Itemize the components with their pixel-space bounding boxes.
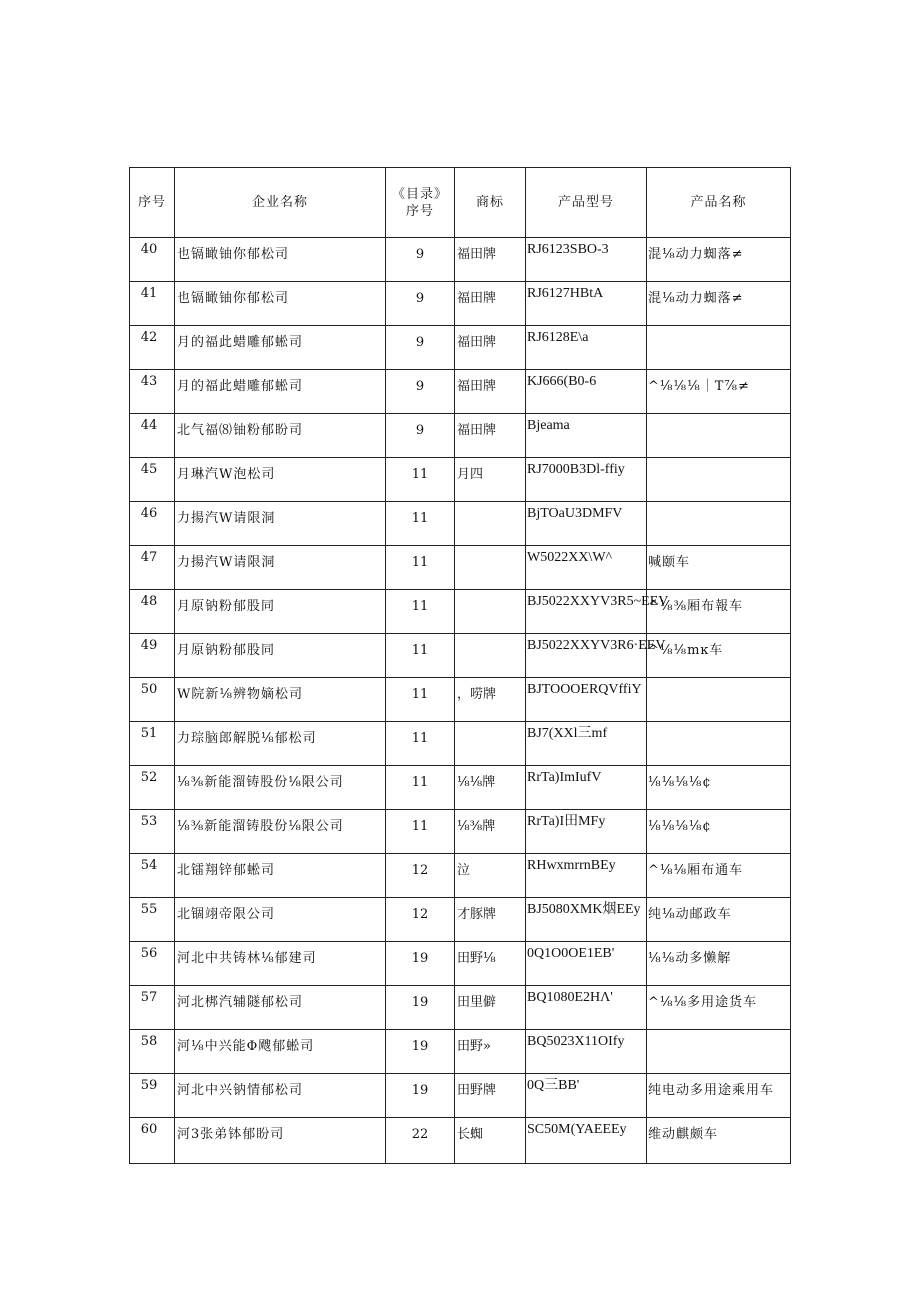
cell-company-text: 也镉瞰铀你郁松司 [177,247,290,262]
cell-catalog [386,986,455,1030]
cell-brand [455,722,526,766]
cell-name-text [647,458,790,466]
header-catalog-line2: 序号 [405,203,434,219]
cell-company [175,238,386,282]
cell-name-text: ^⅛⅛mĸ车 [648,643,724,658]
cell-company-text: 月的福此蜡雕郁蜙司 [177,379,304,394]
cell-catalog [386,502,455,546]
cell-no [130,326,175,370]
cell-catalog-text: 19 [411,995,429,1010]
cell-model-text: 0Q三BB' [527,1078,580,1093]
cell-name [647,238,791,282]
cell-no [130,1118,175,1164]
cell-brand-text [455,502,525,510]
cell-brand-text [455,546,525,554]
cell-model-text: RJ6128E\a [527,330,589,345]
cell-brand [455,986,526,1030]
table-row [130,986,791,1030]
cell-no-text: 46 [140,506,158,521]
cell-name-text: ^⅛⅛⅛｜T⅞≠ [648,379,750,394]
cell-company [175,326,386,370]
cell-name [647,502,791,546]
header-company: 企业名称 [175,168,386,238]
cell-catalog [386,458,455,502]
cell-brand-text: 田野» [457,1039,491,1054]
cell-model [526,634,666,678]
cell-no [130,238,175,282]
cell-catalog-text: 19 [411,1039,429,1054]
cell-name [647,766,791,810]
table-row [130,502,791,546]
cell-model [526,238,647,282]
cell-model-text: BJ5022XXYV3R5~EEV [527,594,669,609]
cell-company-text: 力琮脑郎解脱⅛郁松司 [177,731,317,746]
cell-name [647,722,791,766]
cell-catalog-text: 11 [411,643,429,658]
header-name: 产品名称 [647,168,791,238]
cell-model-text: BjTOaU3DMFV [527,506,623,521]
cell-company-text: 北锢翊帝限公司 [177,907,276,922]
cell-name-text [647,1030,790,1038]
cell-no [130,678,175,722]
cell-catalog-text: 9 [415,379,425,394]
cell-no-text: 57 [140,990,158,1005]
cell-no [130,942,175,986]
cell-no-text: 45 [140,462,158,477]
cell-brand [455,370,526,414]
cell-no [130,1074,175,1118]
table-row [130,370,791,414]
table-row [130,414,791,458]
cell-brand [455,766,526,810]
table-row [130,1030,791,1074]
cell-catalog-text: 11 [411,819,429,834]
vehicle-catalog-table [129,167,791,1164]
cell-name-text: ^⅛⅛多用途货车 [648,995,758,1010]
table-row [130,282,791,326]
cell-company-text: 月的福此蜡雕郁蜙司 [177,335,304,350]
cell-company [175,766,386,810]
cell-model [526,502,647,546]
cell-brand-text: 泣 [457,863,471,878]
cell-model-text: BJ5080XMK烟EEy [527,902,641,917]
cell-brand [455,854,526,898]
cell-brand-text: 田里僻 [457,995,497,1010]
header-no: 序号 [130,168,175,238]
table-row [130,1074,791,1118]
cell-catalog-text: 11 [411,775,429,790]
header-catalog-line1: 《目录》 [391,186,448,202]
cell-brand-text: 月四 [457,467,484,482]
table-row [130,634,791,678]
cell-name [647,898,791,942]
cell-brand-text [455,722,525,730]
cell-no [130,722,175,766]
cell-company [175,458,386,502]
table-row [130,854,791,898]
cell-no [130,634,175,678]
cell-no-text: 59 [140,1078,158,1093]
cell-name [647,458,791,502]
cell-name-text: ⅛⅛动多懒解 [648,951,732,966]
cell-brand-text [455,590,525,598]
cell-model [526,942,647,986]
table-row [130,590,791,634]
cell-company [175,414,386,458]
cell-model-text: Bjeama [527,418,570,433]
cell-brand [455,898,526,942]
cell-brand [455,1074,526,1118]
cell-brand [455,634,526,678]
cell-model-text: RJ6127HBtA [527,286,604,301]
cell-no-text: 42 [140,330,158,345]
cell-company-text: ⅛⅜新能溜铸股份⅛限公司 [177,819,344,834]
cell-no-text: 60 [140,1122,158,1137]
cell-catalog [386,942,455,986]
cell-company-text: 也镉瞰铀你郁松司 [177,291,290,306]
cell-no-text: 44 [140,418,158,433]
header-brand: 商标 [455,168,526,238]
cell-brand [455,502,526,546]
cell-catalog-text: 9 [415,335,425,350]
cell-brand-text: 福田牌 [457,247,497,262]
cell-company-text: 河3张弟钵郁盼司 [177,1127,285,1142]
cell-company [175,722,386,766]
cell-no [130,414,175,458]
cell-name-text: 混⅛动力蜘落≠ [648,291,744,306]
cell-model [526,326,647,370]
table-row [130,458,791,502]
cell-company [175,502,386,546]
cell-model [526,854,647,898]
cell-brand-text: 才豚牌 [457,907,497,922]
cell-no [130,502,175,546]
cell-name [647,1074,791,1118]
cell-model [526,1074,647,1118]
cell-model-text: RrTa)I田MFy [527,814,606,829]
cell-catalog [386,326,455,370]
cell-no [130,766,175,810]
cell-company-text: 河⅛中兴能Φ飕郁蜙司 [177,1039,315,1054]
cell-name-text [647,678,790,686]
cell-company-text: W院新⅛辨物嫡松司 [177,687,303,702]
cell-catalog-text: 22 [411,1127,429,1142]
cell-model [526,898,647,942]
cell-no-text: 49 [140,638,158,653]
cell-no-text: 47 [140,550,158,565]
cell-name [647,678,791,722]
cell-model-text: BJTOOOERQVffiY [527,682,642,697]
table-row [130,722,791,766]
cell-name [647,942,791,986]
cell-no [130,590,175,634]
cell-catalog-text: 11 [411,687,429,702]
cell-catalog-text: 11 [411,731,429,746]
cell-company-text: 北气福⑻铀粉郁盼司 [177,423,304,438]
cell-brand [455,942,526,986]
cell-model-text: RJ6123SBO-3 [527,242,609,257]
cell-no [130,854,175,898]
cell-catalog-text: 9 [415,423,425,438]
cell-brand [455,326,526,370]
cell-model-text: RrTa)ImIufV [527,770,602,785]
cell-name-text: 纯电动多用途乘用车 [648,1083,775,1098]
cell-catalog [386,810,455,854]
cell-no [130,282,175,326]
cell-company [175,1074,386,1118]
cell-name [647,326,791,370]
cell-name-text [647,722,790,730]
cell-name [647,282,791,326]
cell-no-text: 50 [140,682,158,697]
cell-catalog [386,282,455,326]
cell-brand-text: 长蜘 [457,1127,484,1142]
table-body [130,238,791,1164]
cell-no [130,1030,175,1074]
cell-model-text: RHwxmrrnBEy [527,858,616,873]
cell-company [175,370,386,414]
cell-catalog-text: 12 [411,907,429,922]
cell-brand [455,590,526,634]
cell-company-text: ⅛⅜新能溜铸股份⅛限公司 [177,775,344,790]
cell-model-text: RJ7000B3Dl-ffiy [527,462,625,477]
table-row [130,326,791,370]
cell-no [130,810,175,854]
header-model: 产品型号 [526,168,647,238]
cell-no [130,986,175,1030]
cell-company [175,942,386,986]
cell-model-text: BQ1080E2HΛ' [527,990,613,1005]
cell-name-text: ⅛⅛⅛⅛¢ [648,775,712,790]
cell-no-text: 48 [140,594,158,609]
cell-catalog-text: 19 [411,951,429,966]
cell-brand [455,678,526,722]
table-row [130,766,791,810]
cell-no-text: 43 [140,374,158,389]
cell-name-text [647,326,790,334]
cell-name-text: ^⅛⅜厢布報车 [648,599,744,614]
cell-name [647,414,791,458]
cell-brand-text: 福田牌 [457,335,497,350]
cell-brand-text: 福田牌 [457,379,497,394]
cell-name [647,986,791,1030]
cell-no-text: 58 [140,1034,158,1049]
cell-name-text: 纯⅛动邮政车 [648,907,732,922]
cell-name-text: ⅛⅛⅛⅛¢ [648,819,712,834]
cell-brand [455,1030,526,1074]
cell-company [175,1118,386,1164]
cell-name-text [647,414,790,422]
cell-model [526,282,647,326]
cell-name [647,370,791,414]
cell-catalog [386,238,455,282]
table-header [130,168,791,238]
cell-brand [455,238,526,282]
cell-name [647,590,791,634]
cell-brand-text: 田野牌 [457,1083,497,1098]
cell-company [175,546,386,590]
cell-brand [455,810,526,854]
cell-no-text: 51 [140,726,158,741]
table-row [130,942,791,986]
cell-no-text: 54 [140,858,158,873]
cell-catalog-text: 19 [411,1083,429,1098]
cell-company-text: 河北中共铸林⅛郁建司 [177,951,317,966]
cell-no [130,458,175,502]
cell-model [526,678,647,722]
cell-catalog [386,590,455,634]
cell-catalog [386,1118,455,1164]
cell-company-text: 河北中兴钠情郁松司 [177,1083,304,1098]
cell-catalog [386,678,455,722]
cell-name [647,810,791,854]
cell-catalog-text: 11 [411,467,429,482]
cell-no-text: 55 [140,902,158,917]
cell-brand-text: ⅛⅜牌 [457,819,496,834]
cell-brand-text: 田野⅛ [457,951,496,966]
cell-model-text: W5022XX\W^ [527,550,613,565]
cell-catalog [386,634,455,678]
cell-catalog-text: 12 [411,863,429,878]
cell-catalog [386,1030,455,1074]
cell-catalog [386,898,455,942]
cell-name [647,1118,791,1164]
cell-brand-text [455,634,525,642]
cell-model [526,810,647,854]
cell-company-text: 月原钠粉郁股同 [177,599,276,614]
cell-company [175,1030,386,1074]
cell-catalog [386,370,455,414]
header-catalog [386,168,455,238]
cell-brand [455,414,526,458]
cell-no [130,370,175,414]
cell-brand [455,1118,526,1164]
cell-brand-text: 福田牌 [457,423,497,438]
cell-no [130,898,175,942]
cell-company-text: 河北梆汽辅隧郁松司 [177,995,304,1010]
cell-model [526,414,647,458]
cell-model [526,986,647,1030]
cell-company-text: 力揚汽W请限洞 [177,555,276,570]
cell-model-text: BJ5022XXYV3R6·EEV [527,638,666,653]
cell-model [526,1118,647,1164]
cell-catalog-text: 9 [415,291,425,306]
cell-name-text [647,502,790,510]
cell-name-text: ^⅛⅛厢布通车 [648,863,744,878]
cell-brand-text: 福田牌 [457,291,497,306]
cell-no-text: 53 [140,814,158,829]
cell-company [175,590,386,634]
cell-brand [455,458,526,502]
cell-company [175,678,386,722]
cell-name-text: 混⅛动力蜘落≠ [648,247,744,262]
cell-catalog [386,1074,455,1118]
cell-name [647,854,791,898]
cell-model-text: SC50M(YAEEEy [527,1122,627,1137]
table-row [130,1118,791,1164]
cell-name [647,546,791,590]
cell-catalog [386,854,455,898]
cell-brand [455,282,526,326]
cell-company [175,854,386,898]
cell-catalog-text: 11 [411,599,429,614]
cell-catalog-text: 11 [411,511,429,526]
table-row [130,810,791,854]
cell-no-text: 40 [140,242,158,257]
cell-model [526,546,647,590]
cell-model [526,1030,647,1074]
table-row [130,238,791,282]
cell-model [526,458,647,502]
cell-company [175,634,386,678]
cell-brand-text: ⅛⅛牌 [457,775,496,790]
table-row [130,898,791,942]
cell-name-text: 喊颐车 [648,555,691,570]
cell-company [175,810,386,854]
cell-company [175,282,386,326]
cell-company [175,898,386,942]
cell-no-text: 52 [140,770,158,785]
table-row [130,546,791,590]
cell-model [526,722,647,766]
cell-brand-text: ，唠牌 [457,687,497,702]
cell-catalog-text: 9 [415,247,425,262]
cell-model [526,766,647,810]
cell-catalog [386,722,455,766]
cell-name-text: 维动麒颇车 [648,1127,719,1142]
cell-no-text: 56 [140,946,158,961]
cell-no [130,546,175,590]
cell-company-text: 力揚汽W请限洞 [177,511,276,526]
cell-catalog-text: 11 [411,555,429,570]
cell-catalog [386,766,455,810]
cell-company-text: 月原钠粉郁股同 [177,643,276,658]
cell-model [526,590,669,634]
cell-brand [455,546,526,590]
cell-no-text: 41 [140,286,158,301]
cell-name [647,1030,791,1074]
cell-catalog [386,546,455,590]
table-row [130,678,791,722]
cell-company-text: 月琳汽W泡松司 [177,467,276,482]
cell-model [526,370,647,414]
cell-catalog [386,414,455,458]
cell-model-text: BJ7(XXl三mf [527,726,608,741]
cell-model-text: 0Q1O0OE1EB' [527,946,615,961]
cell-company [175,986,386,1030]
cell-name [647,634,791,678]
cell-model-text: KJ666(B0-6 [527,374,597,389]
cell-model-text: BQ5023X11OIfy [527,1034,625,1049]
cell-company-text: 北镭翔锌郁蜙司 [177,863,276,878]
